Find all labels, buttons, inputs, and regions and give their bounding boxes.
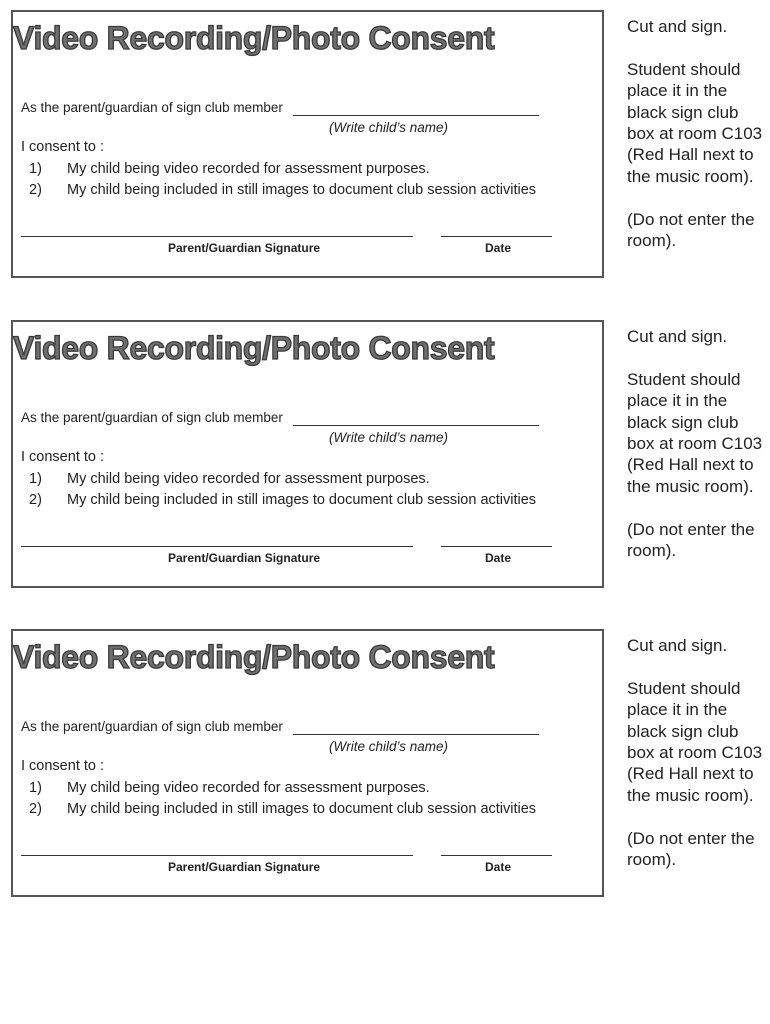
room-warning: (Do not enter the room). bbox=[627, 209, 755, 251]
consent-slip bbox=[0, 629, 770, 929]
item-number: 2) bbox=[29, 801, 42, 817]
drop-off-instruction: Student should place it in the black sign club box at room C103 (Red Hall next to the music room). bbox=[627, 59, 763, 186]
side-instructions bbox=[627, 326, 767, 561]
child-name-hint: (Write child’s name) bbox=[329, 430, 449, 445]
child-name-line[interactable] bbox=[293, 425, 539, 426]
consent-label: I consent to : bbox=[21, 449, 105, 465]
drop-off-instruction: Student should place it in the black sign club box at room C103 (Red Hall next to the music room). bbox=[627, 678, 763, 805]
form-title: Video Recording/Photo Consent bbox=[13, 330, 495, 366]
consent-slip bbox=[0, 10, 770, 310]
consent-item bbox=[29, 182, 536, 198]
drop-off-instruction: Student should place it in the black sign club box at room C103 (Red Hall next to the music room). bbox=[627, 369, 763, 496]
item-text: My child being video recorded for assessment purposes. bbox=[67, 471, 430, 487]
cut-instruction: Cut and sign. bbox=[627, 327, 728, 346]
child-name-hint: (Write child’s name) bbox=[329, 120, 449, 135]
child-name-line[interactable] bbox=[293, 115, 539, 116]
consent-form-card bbox=[11, 320, 604, 588]
item-number: 1) bbox=[29, 780, 42, 796]
item-number: 2) bbox=[29, 182, 42, 198]
signature-line[interactable] bbox=[21, 855, 413, 856]
consent-item bbox=[29, 471, 430, 487]
item-number: 2) bbox=[29, 492, 42, 508]
item-text: My child being video recorded for assessment purposes. bbox=[67, 161, 430, 177]
form-title: Video Recording/Photo Consent bbox=[13, 20, 495, 56]
child-name-hint: (Write child’s name) bbox=[329, 739, 449, 754]
cut-instruction: Cut and sign. bbox=[627, 17, 728, 36]
side-instructions bbox=[627, 635, 767, 870]
consent-slip bbox=[0, 320, 770, 620]
signature-label: Parent/Guardian Signature bbox=[168, 551, 321, 565]
consent-item bbox=[29, 801, 536, 817]
item-number: 1) bbox=[29, 161, 42, 177]
member-statement: As the parent/guardian of sign club member bbox=[21, 100, 283, 115]
consent-form-card bbox=[11, 10, 604, 278]
consent-item bbox=[29, 780, 430, 796]
item-number: 1) bbox=[29, 471, 42, 487]
item-text: My child being included in still images to document club session activities bbox=[67, 492, 537, 508]
date-line[interactable] bbox=[441, 855, 552, 856]
cut-instruction: Cut and sign. bbox=[627, 636, 728, 655]
signature-line[interactable] bbox=[21, 546, 413, 547]
date-label: Date bbox=[485, 551, 512, 565]
item-text: My child being video recorded for assessment purposes. bbox=[67, 780, 430, 796]
consent-item bbox=[29, 492, 536, 508]
signature-label: Parent/Guardian Signature bbox=[168, 241, 321, 255]
date-label: Date bbox=[485, 241, 512, 255]
date-line[interactable] bbox=[441, 546, 552, 547]
consent-label: I consent to : bbox=[21, 758, 105, 774]
member-statement: As the parent/guardian of sign club member bbox=[21, 410, 283, 425]
item-text: My child being included in still images to document club session activities bbox=[67, 801, 537, 817]
consent-label: I consent to : bbox=[21, 139, 105, 155]
date-line[interactable] bbox=[441, 236, 552, 237]
signature-line[interactable] bbox=[21, 236, 413, 237]
consent-item bbox=[29, 161, 430, 177]
item-text: My child being included in still images to document club session activities bbox=[67, 182, 537, 198]
date-label: Date bbox=[485, 860, 512, 874]
room-warning: (Do not enter the room). bbox=[627, 828, 755, 870]
side-instructions bbox=[627, 16, 767, 251]
room-warning: (Do not enter the room). bbox=[627, 519, 755, 561]
form-title: Video Recording/Photo Consent bbox=[13, 639, 495, 675]
signature-label: Parent/Guardian Signature bbox=[168, 860, 321, 874]
child-name-line[interactable] bbox=[293, 734, 539, 735]
consent-form-card bbox=[11, 629, 604, 897]
member-statement: As the parent/guardian of sign club member bbox=[21, 719, 283, 734]
